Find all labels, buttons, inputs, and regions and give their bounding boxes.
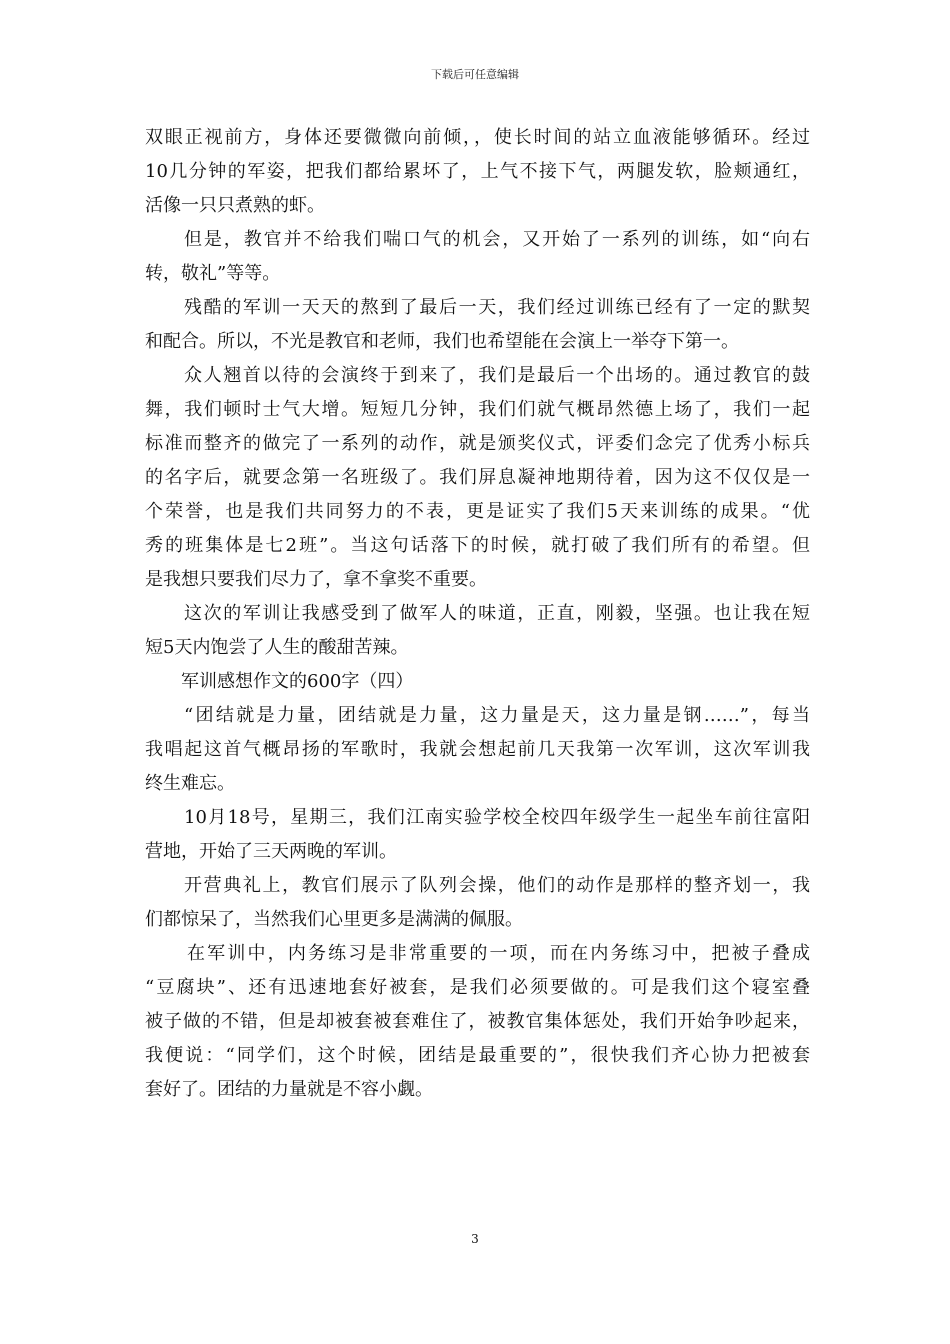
text-line: 的名字后，就要念第一名班级了。我们屏息凝神地期待着，因为这不仅仅是一 xyxy=(145,467,810,488)
text-line: 套好了。团结的力量就是不容小觑。 xyxy=(145,1079,433,1100)
text-line: 秀的班集体是七2班”。当这句话落下的时候，就打破了我们所有的希望。但 xyxy=(145,535,810,556)
text-line: 和配合。所以，不光是教官和老师，我们也希望能在会演上一举夺下第一。 xyxy=(145,331,739,352)
paragraph xyxy=(145,869,810,937)
paragraph xyxy=(145,597,810,665)
text-line: 众人翘首以待的会演终于到来了，我们是最后一个出场的。通过教官的鼓 xyxy=(184,365,810,386)
text-line: 们都惊呆了，当然我们心里更多是满满的佩服。 xyxy=(145,909,523,930)
paragraph xyxy=(145,121,810,223)
paragraph xyxy=(145,223,810,291)
text-line: 在军训中，内务练习是非常重要的一项，而在内务练习中，把被子叠成 xyxy=(187,943,810,964)
paragraph xyxy=(145,291,810,359)
text-line: 转，敬礼”等等。 xyxy=(145,263,281,284)
text-line: 舞，我们顿时士气大增。短短几分钟，我们们就气概昂然德上场了，我们一起 xyxy=(145,399,810,420)
text-line: “豆腐块”、还有迅速地套好被套，是我们必须要做的。可是我们这个寝室叠 xyxy=(145,977,810,998)
text-line: 10几分钟的军姿，把我们都给累坏了，上气不接下气，两腿发软，脸颊通红， xyxy=(145,161,810,182)
paragraph xyxy=(145,359,810,597)
text-line: 我便说：“同学们，这个时候，团结是最重要的”，很快我们齐心协力把被套 xyxy=(145,1045,810,1066)
text-line: 但是，教官并不给我们喘口气的机会，又开始了一系列的训练，如“向右 xyxy=(184,229,810,250)
paragraph xyxy=(145,937,810,1107)
text-line: 残酷的军训一天天的熬到了最后一天，我们经过训练已经有了一定的默契 xyxy=(184,297,810,318)
heading-line: 军训感想作文的600字（四） xyxy=(181,671,414,692)
text-line: 10月18号，星期三，我们江南实验学校全校四年级学生一起坐车前往富阳 xyxy=(184,807,810,828)
text-line: 活像一只只煮熟的虾。 xyxy=(145,195,325,216)
document-body xyxy=(145,121,810,1107)
text-line: 被子做的不错，但是却被套被套难住了，被教官集体惩处，我们开始争吵起来， xyxy=(145,1011,810,1032)
page-header: 下载后可任意编辑 xyxy=(431,68,519,81)
text-line: 个荣誉，也是我们共同努力的不表，更是证实了我们5天来训练的成果。“优 xyxy=(145,501,810,522)
text-line: 标准而整齐的做完了一系列的动作，就是颁奖仪式，评委们念完了优秀小标兵 xyxy=(145,433,810,454)
text-line: 是我想只要我们尽力了，拿不拿奖不重要。 xyxy=(145,569,487,590)
text-line: “团结就是力量，团结就是力量，这力量是天，这力量是钢……”，每当 xyxy=(184,705,810,726)
text-line: 开营典礼上，教官们展示了队列会操，他们的动作是那样的整齐划一，我 xyxy=(184,875,810,896)
text-line: 双眼正视前方，身体还要微微向前倾，，使长时间的站立血液能够循环。经过 xyxy=(145,127,810,148)
text-line: 这次的军训让我感受到了做军人的味道，正直，刚毅，坚强。也让我在短 xyxy=(184,603,810,624)
text-line: 营地，开始了三天两晚的军训。 xyxy=(145,841,397,862)
text-line: 我唱起这首气概昂扬的军歌时，我就会想起前几天我第一次军训，这次军训我 xyxy=(145,739,810,760)
text-line: 短5天内饱尝了人生的酸甜苦辣。 xyxy=(145,637,409,658)
page-number: 3 xyxy=(471,1232,479,1246)
section-heading xyxy=(145,665,810,699)
paragraph xyxy=(145,699,810,801)
text-line: 终生难忘。 xyxy=(145,773,235,794)
paragraph xyxy=(145,801,810,869)
